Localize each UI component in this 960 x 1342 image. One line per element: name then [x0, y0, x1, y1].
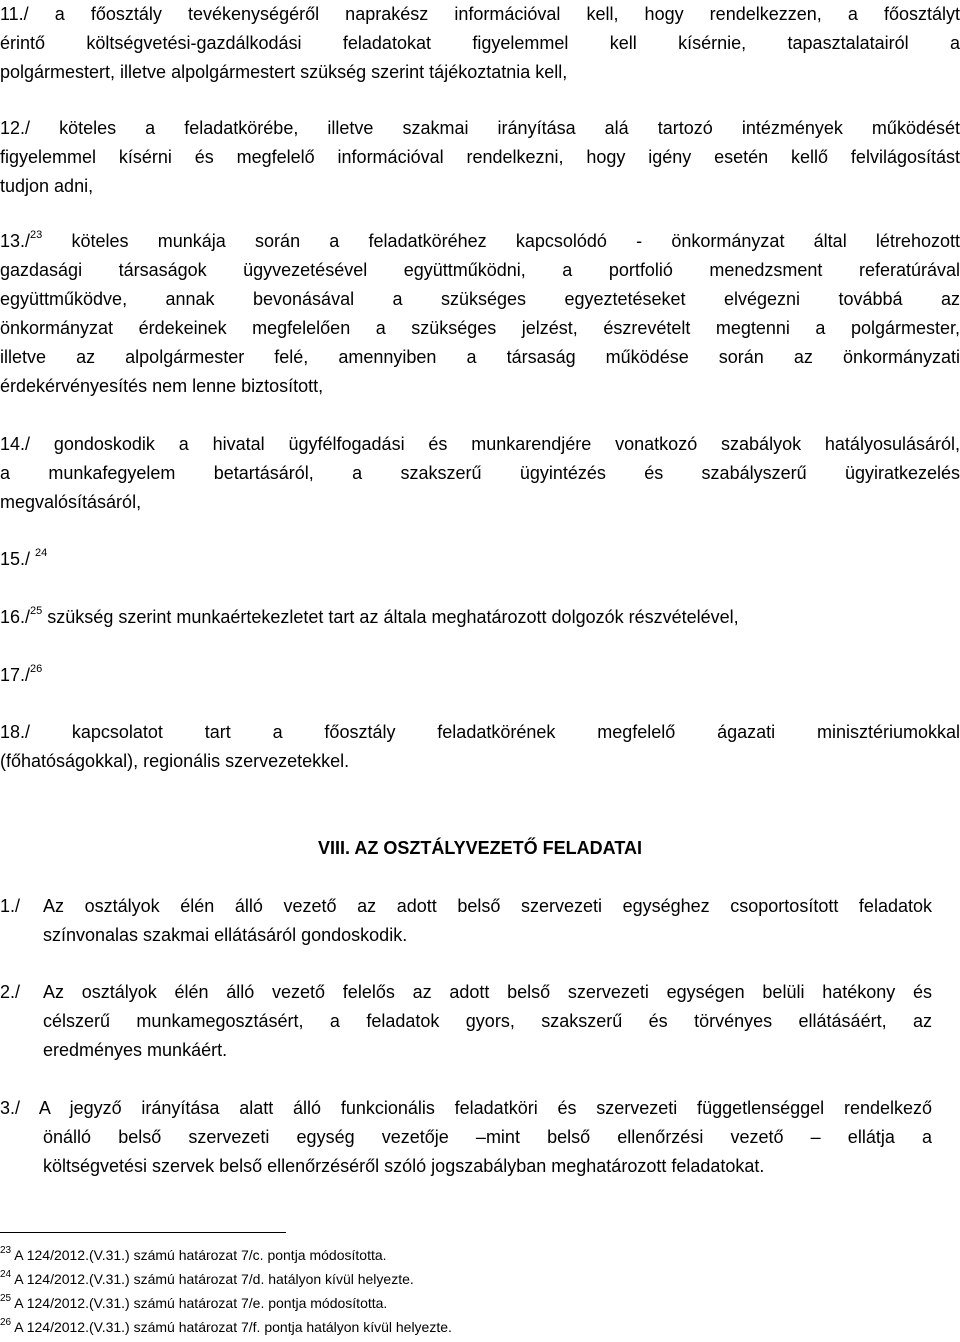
text-line: érdekérvényesítés nem lenne biztosított, [0, 376, 324, 396]
footnote-text: A 124/2012.(V.31.) számú határozat 7/d. hatályon kívül helyezte. [14, 1271, 414, 1287]
text-line: eredményes munkáért. [43, 1040, 228, 1060]
footnote-text: A 124/2012.(V.31.) számú határozat 7/e. pontja módosította. [14, 1295, 388, 1311]
text-line: színvonalas szakmai ellátásáról gondoskodik. [43, 925, 408, 945]
text-line: érintő költségvetési-gazdálkodási feladatokat figyelemmel kell kísérnie, tapasztalatairól a [0, 33, 960, 53]
item-number: 16./ [0, 607, 31, 627]
text-segment: köteles munkája során a feladatköréhez kapcsolódó - önkormányzat által létrehozott [71, 231, 960, 251]
text-line: polgármestert, illetve alpolgármestert szükség szerint tájékoztatnia kell, [0, 62, 568, 82]
item-15 [0, 545, 960, 574]
footnote-text: A 124/2012.(V.31.) számú határozat 7/f. pontja hatályon kívül helyezte. [14, 1319, 452, 1335]
item-number: 17./ [0, 665, 31, 685]
text-line: gazdasági társaságok ügyvezetésével együttműködni, a portfolió menedzsment referatúrával [0, 260, 960, 280]
text-line: 12./ köteles a feladatkörébe, illetve szakmai irányítása alá tartozó intézmények működését [0, 118, 960, 138]
text-line: 11./ a főosztály tevékenységéről naprakész információval kell, hogy rendelkezzen, a főosztályt [0, 4, 960, 24]
item-number: 13./ [0, 231, 31, 251]
section-heading: VIII. AZ OSZTÁLYVEZETŐ FELADATAI [317, 838, 642, 858]
footnote-ref: 24 [35, 547, 48, 559]
footnote-23 [0, 1246, 387, 1264]
footnote-number: 23 [0, 1245, 12, 1256]
text-line: (főhatóságokkal), regionális szervezetekkel. [0, 751, 350, 771]
footnote-number: 24 [0, 1269, 12, 1280]
text-segment: A jegyző irányítása alatt álló funkcionális feladatköri és szervezeti függetlenséggel rendelkező [38, 1098, 933, 1118]
text-line: illetve az alpolgármester felé, amennyiben a társaság működése során az önkormányzati [0, 347, 960, 367]
text-line: tudjon adni, [0, 176, 94, 196]
text-line: önkormányzat érdekeinek megfelelően a szükséges jelzést, észrevételt megtenni a polgármester, [0, 318, 960, 338]
footnote-ref: 25 [30, 605, 43, 617]
text-line: együttműködve, annak bevonásával a szükséges egyeztetéseket elvégezni továbbá az [0, 289, 960, 309]
text-line: 18./ kapcsolatot tart a főosztály feladatkörének megfelelő ágazati minisztériumokkal [0, 722, 960, 742]
footnote-ref: 26 [30, 663, 43, 675]
text-line [0, 661, 960, 690]
footnote-number: 25 [0, 1293, 12, 1304]
text-line [0, 603, 960, 632]
text-line: célszerű munkamegosztásért, a feladatok gyors, szakszerű és törvényes ellátásáért, az [43, 1011, 932, 1031]
text-line [0, 545, 960, 574]
item-11 [0, 0, 960, 87]
item-12 [0, 114, 960, 201]
footnote-25 [0, 1294, 387, 1312]
footnote-ref: 23 [30, 229, 43, 241]
item-number: 1./ [0, 896, 21, 916]
text-line: önálló belső szervezeti egység vezetője –mint belső ellenőrzési vezető – ellátja a [43, 1127, 932, 1147]
text-line: Az osztályok élén álló vezető felelős az adott belső szervezeti egységen belüli hatékony és [43, 982, 932, 1002]
footnote-26 [0, 1318, 452, 1336]
footnote-text: A 124/2012.(V.31.) számú határozat 7/c. pontja módosította. [14, 1247, 387, 1263]
text-line: költségvetési szervek belső ellenőrzéséről szóló jogszabályban meghatározott feladatokat. [43, 1156, 765, 1176]
footnote-number: 26 [0, 1317, 12, 1328]
text-line [0, 1094, 932, 1123]
item-number: 2./ [0, 982, 21, 1002]
item-number: 15./ [0, 549, 31, 569]
text-line: Az osztályok élén álló vezető az adott belső szervezeti egységhez csoportosított feladatok [43, 896, 932, 916]
footnote-24 [0, 1270, 414, 1288]
item-13 [0, 227, 960, 401]
text-line: figyelemmel kísérni és megfelelő információval rendelkezni, hogy igény esetén kellő felvilágosítást [0, 147, 960, 167]
item-17 [0, 661, 960, 690]
text-line: a munkafegyelem betartásáról, a szakszerű ügyintézés és szabályszerű ügyiratkezelés [0, 463, 960, 483]
footnote-separator [0, 1232, 286, 1233]
item-16 [0, 603, 960, 632]
item-18 [0, 718, 960, 776]
text-segment: szükség szerint munkaértekezletet tart az általa meghatározott dolgozók részvételével, [47, 607, 739, 627]
text-line: megvalósításáról, [0, 492, 142, 512]
text-line [0, 227, 960, 256]
item-number: 3./ [0, 1098, 21, 1118]
text-line: 14./ gondoskodik a hivatal ügyfélfogadási és munkarendjére vonatkozó szabályok hatályosulásáról, [0, 434, 960, 454]
section-item-3 [0, 1094, 933, 1176]
item-14 [0, 430, 960, 517]
